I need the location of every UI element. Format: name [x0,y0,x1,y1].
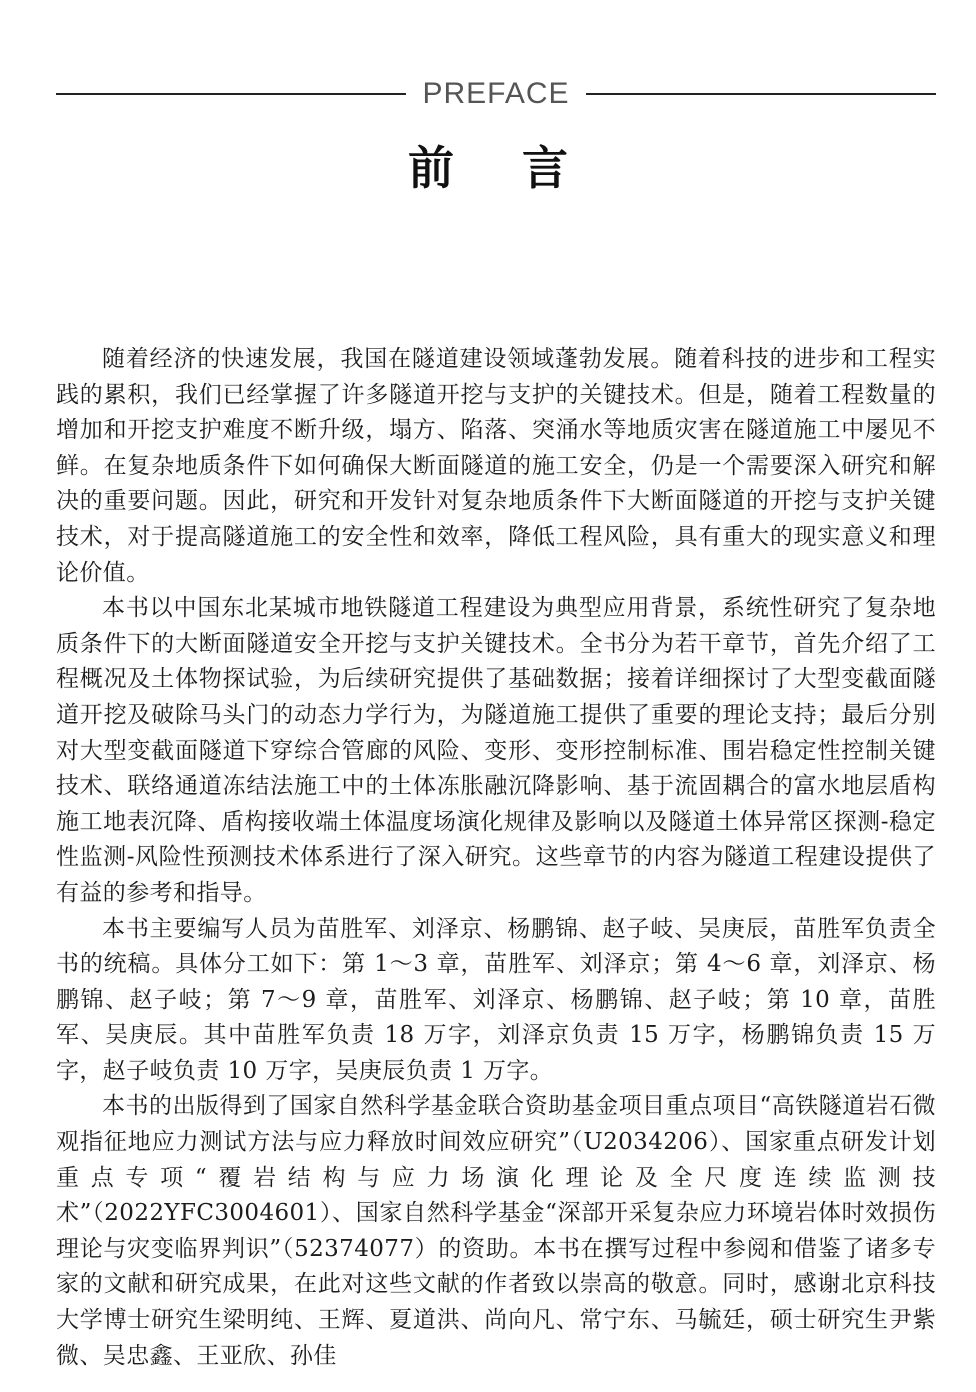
paragraph-1: 随着经济的快速发展，我国在隧道建设领域蓬勃发展。随着科技的进步和工程实践的累积，我们已经掌握了许多隧道开挖与支护的关键技术。但是，随着工程数量的增加和开挖支护难度不断升级，塌方、陷落、突涌水等地质灾害在隧道施工中屡见不鲜。在复杂地质条件下如何确保大断面隧道的施工安全，仍是一个需要深入研究和解决的重要问题。因此，研究和开发针对复杂地质条件下大断面隧道的开挖与支护关键技术，对于提高隧道施工的安全性和效率，降低工程风险，具有重大的现实意义和理论价值。 [56,346,936,586]
preface-label: PREFACE [422,77,570,110]
page-title: 前言 [408,141,636,195]
preface-header [56,74,936,114]
paragraph-4: 本书的出版得到了国家自然科学基金联合资助基金项目重点项目“高铁隧道岩石微观指征地应力测试方法与应力释放时间效应研究”（U2034206）、国家重点研发计划重点专项“覆岩结构与应力场演化理论及全尺度连续监测技术”（2022YFC3004601）、国家自然科学基金“深部开采复杂应力环境岩体时效损伤理论与灾变临界判识”（52374077）的资助。本书在撰写过程中参阅和借鉴了诸多专家的文献和研究成果，在此对这些文献的作者致以崇高的敬意。同时，感谢北京科技大学博士研究生梁明纯、王辉、夏道洪、尚向凡、常宁东、马毓廷，硕士研究生尹紫微、吴忠鑫、王亚欣、孙佳 [56,1093,936,1369]
paragraph-2: 本书以中国东北某城市地铁隧道工程建设为典型应用背景，系统性研究了复杂地质条件下的大断面隧道安全开挖与支护关键技术。全书分为若干章节，首先介绍了工程概况及土体物探试验，为后续研究提供了基础数据；接着详细探讨了大型变截面隧道开挖及破除马头门的动态力学行为，为隧道施工提供了重要的理论支持；最后分别对大型变截面隧道下穿综合管廊的风险、变形、变形控制标准、围岩稳定性控制关键技术、联络通道冻结法施工中的土体冻胀融沉降影响、基于流固耦合的富水地层盾构施工地表沉降、盾构接收端土体温度场演化规律及影响以及隧道土体异常区探测-稳定性监测-风险性预测技术体系进行了深入研究。这些章节的内容为隧道工程建设提供了有益的参考和指导。 [56,595,936,906]
preface-body [56,342,936,1374]
header-rule-right [586,93,936,95]
header-rule-left [56,93,406,95]
paragraph-3: 本书主要编写人员为苗胜军、刘泽京、杨鹏锦、赵子岐、吴庚辰，苗胜军负责全书的统稿。具体分工如下：第 1～3 章，苗胜军、刘泽京；第 4～6 章，刘泽京、杨鹏锦、赵子岐；第 7～9 章，苗胜军、刘泽京、杨鹏锦、赵子岐；第 10 章，苗胜军、吴庚辰。其中苗胜军负责 18 万字，刘泽京负责 15 万字，杨鹏锦负责 15 万字，赵子岐负责 10 万字，吴庚辰负责 1 万字。 [56,915,936,1084]
